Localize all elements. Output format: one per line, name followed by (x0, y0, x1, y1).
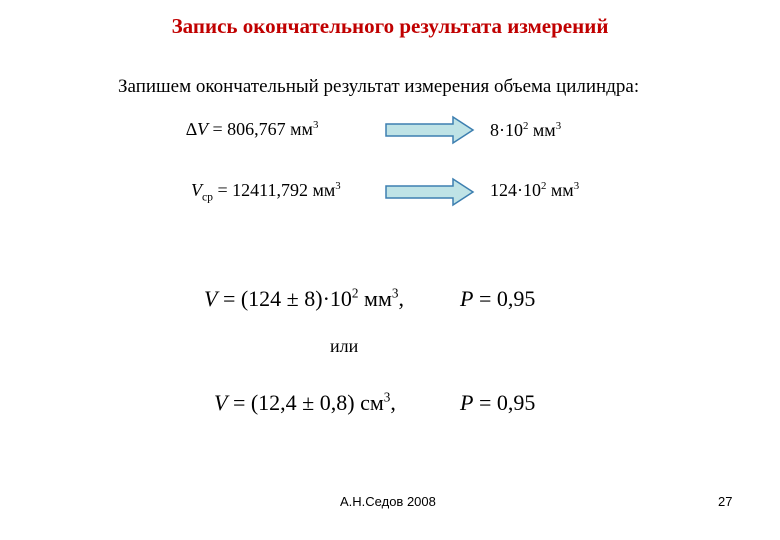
p2-value: = 0,95 (473, 390, 536, 415)
delta-v-equation (186, 119, 318, 140)
v-mean-result-unit: мм (546, 180, 574, 200)
final2-tail: , (390, 390, 396, 415)
delta-symbol: ∆ (186, 119, 198, 139)
final-result-mm (204, 286, 404, 312)
v-mean-result-exp: 2 (541, 180, 547, 192)
delta-v-result-unit: мм (528, 120, 556, 140)
arrow-right-icon (385, 115, 475, 145)
final2-var: V (214, 390, 228, 415)
final2-expr: = (12,4 ± 0,8) см (227, 390, 384, 415)
final1-exp: 2 (351, 285, 359, 301)
confidence-p2 (460, 390, 535, 416)
p2-var: P (460, 390, 474, 415)
intro-text: Запишем окончательный результат измерения объема цилиндра: (118, 76, 640, 97)
page-number: 27 (718, 494, 733, 509)
p1-var: P (460, 286, 474, 311)
or-text: или (330, 336, 359, 356)
delta-v-exp: 3 (312, 119, 319, 131)
v-mean-value: = 12411,792 мм (213, 180, 336, 200)
page-title: Запись окончательного результата измерений (171, 14, 609, 38)
delta-v-result-exp: 2 (523, 120, 529, 132)
v-mean-var: V (191, 180, 202, 200)
p1-value: = 0,95 (473, 286, 536, 311)
v-mean-result (490, 180, 579, 201)
v-mean-result-unit-exp: 3 (573, 180, 580, 192)
final1-tail: , (398, 286, 404, 311)
final1-var: V (204, 286, 218, 311)
v-mean-result-base: 124·10 (490, 180, 541, 200)
arrow-right-icon (385, 177, 475, 207)
final-result-cm (214, 390, 396, 416)
footer-author: А.Н.Седов 2008 (340, 494, 436, 509)
final1-expr: = (124 ± 8)·10 (217, 286, 352, 311)
confidence-p1 (460, 286, 535, 312)
v-mean-sub: ср (202, 190, 214, 204)
delta-v-result (490, 120, 561, 141)
final2-unit-exp: 3 (383, 389, 391, 405)
v-mean-exp: 3 (335, 180, 341, 192)
v-mean-equation (191, 180, 341, 204)
final1-unit-exp: 3 (391, 285, 399, 301)
delta-v-value: = 806,767 мм (208, 119, 313, 139)
final1-unit: мм (358, 286, 392, 311)
delta-v-var: V (197, 119, 209, 139)
delta-v-result-unit-exp: 3 (555, 120, 562, 132)
delta-v-result-base: 8·10 (490, 120, 523, 140)
